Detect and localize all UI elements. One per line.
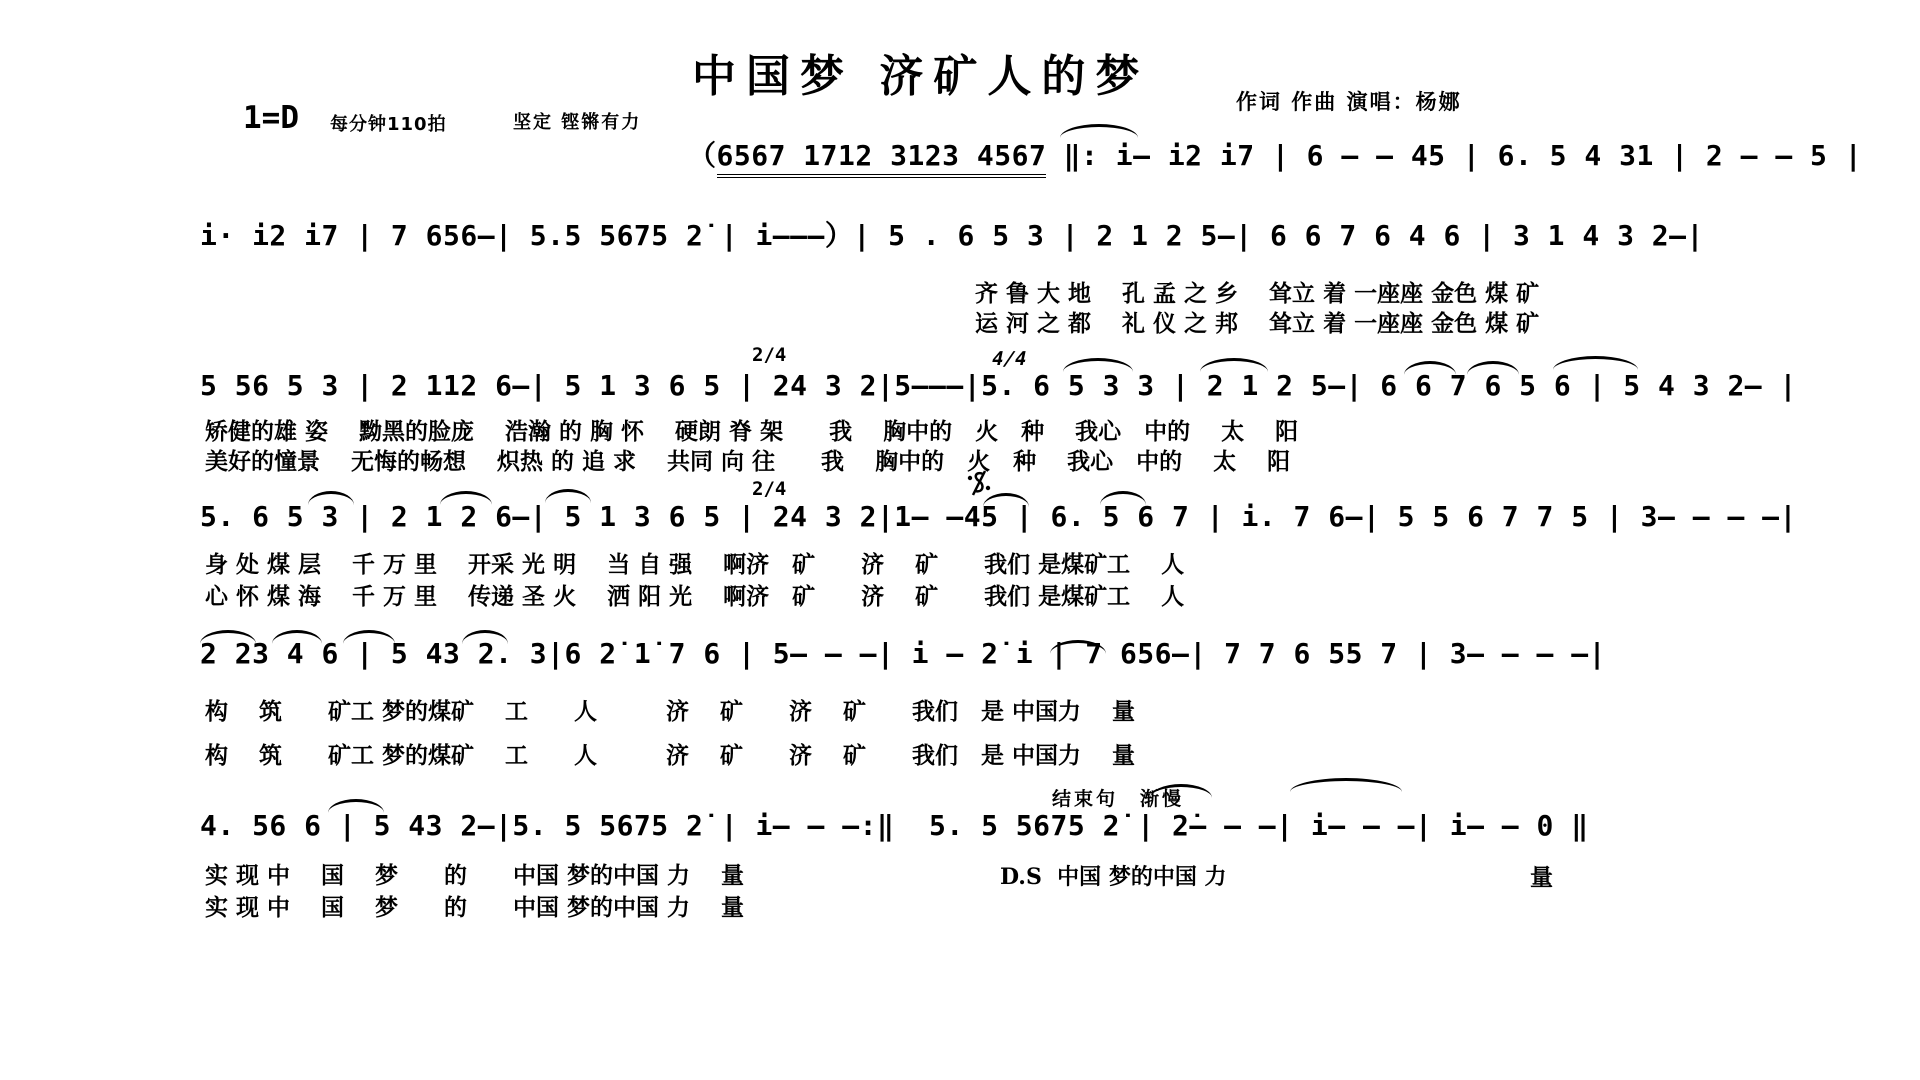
- music-system-4: 5. 6 5 3 | 2 1 2 6—| 5 1 3 6 5 | 24 3 2|1— —45 | 6. 5 6 7 | i. 7 6—| 5 5 6 7 7 5 | 3— — — —|: [200, 500, 1797, 533]
- slur-arc: [440, 491, 492, 505]
- slur-arc: [200, 630, 256, 644]
- slur-arc: [308, 491, 354, 505]
- slur-arc: [1100, 491, 1146, 505]
- slur-arc: [1060, 124, 1138, 138]
- time-signature-2-4-reprise: 2/4: [752, 478, 787, 500]
- slur-arc: [343, 630, 395, 644]
- slur-arc: [1404, 361, 1456, 375]
- music-system-3: 5 56 5 3 | 2 112 6—| 5 1 3 6 5 | 24 3 2|5———|5. 6 5 3 3 | 2 1 2 5—| 6 6 7 6 5 6 | 5 4 3 2— |: [200, 369, 1797, 402]
- music-system-1: [688, 139, 1863, 172]
- slur-arc: [545, 489, 591, 503]
- lyric-line-1b: 运 河 之 都 礼 仪 之 邦 耸立 着 一座座 金色 煤 矿: [975, 311, 1540, 337]
- slur-arc: [328, 799, 384, 813]
- tempo-marking: 每分钟110拍: [330, 114, 447, 135]
- lyric-line-2b: 美好的憧景 无悔的畅想 炽热 的 追 求 共同 向 往 我 胸中的 火 种 我心 中的 太 阳: [205, 449, 1291, 475]
- time-signature-2-4: 2/4: [752, 344, 787, 366]
- lyric-line-5b: 实 现 中 国 梦 的 中国 梦的中国 力 量: [205, 895, 745, 921]
- lyric-line-3a: 身 处 煤 层 千 万 里 开采 光 明 当 自 强 啊济 矿 济 矿 我们 是煤矿工 人: [205, 552, 1185, 578]
- slur-arc: [1200, 358, 1268, 372]
- intro-open-paren: （: [688, 139, 717, 172]
- slur-arc: [272, 630, 322, 644]
- music-system-2: i· i2 i7 | 7 656—| 5.5 5675 2̇ | i———）| 5 . 6 5 3 | 2 1 2 5—| 6 6 7 6 4 6 | 3 1 4 3 2—|: [200, 219, 1704, 252]
- expression-marking: 坚定 铿锵有力: [513, 112, 642, 133]
- slur-arc: [462, 630, 508, 644]
- credits-line: 作词 作曲 演唱：杨娜: [1236, 90, 1462, 114]
- lyric-line-3b: 心 怀 煤 海 千 万 里 传递 圣 火 洒 阳 光 啊济 矿 济 矿 我们 是煤矿工 人: [205, 584, 1185, 610]
- music-system-6: 4. 56 6 | 5 43 2—|5. 5 5675 2̇ | i— — —:‖ 5. 5 5675 2̇ | 2̇— — —| i— — —| i— — 0 ‖: [200, 809, 1589, 842]
- slur-arc: [1553, 356, 1638, 370]
- lyric-line-1a: 齐 鲁 大 地 孔 孟 之 乡 耸立 着 一座座 金色 煤 矿: [975, 281, 1540, 307]
- ds-lyric-tail: 量: [1530, 865, 1553, 891]
- slur-arc: [1063, 358, 1133, 372]
- intro-beamed-group: 6567 1712 3123 4567: [717, 139, 1047, 178]
- slur-arc: [1290, 778, 1402, 792]
- ending-section-label: 结束句 渐慢: [1052, 788, 1185, 810]
- lyric-line-5a: 实 现 中 国 梦 的 中国 梦的中国 力 量: [205, 863, 745, 889]
- slur-arc: [1467, 361, 1519, 375]
- music-system-5: 2 23 4 6 | 5 43 2. 3|6 2̇ 1̇ 7 6 | 5— — —| i — 2̇ i | 7 656—| 7 7 6 55 7 | 3— — — —|: [200, 637, 1606, 670]
- system-1-notes: ‖: i— i2 i7 | 6 — — 45 | 6. 5 4 31 | 2 — — 5 |: [1046, 139, 1863, 172]
- key-signature: 1=D: [243, 100, 299, 136]
- song-title: 中国梦 济矿人的梦: [692, 51, 1150, 102]
- lyric-line-2a: 矫健的雄 姿 黝黑的脸庞 浩瀚 的 胸 怀 硬朗 脊 架 我 胸中的 火 种 我心 中的 太 阳: [205, 419, 1299, 445]
- lyric-line-4a: 构 筑 矿工 梦的煤矿 工 人 济 矿 济 矿 我们 是 中国力 量: [205, 699, 1136, 725]
- ds-lyric-segment: D.S 中国 梦的中国 力: [1000, 864, 1227, 890]
- lyric-line-4b: 构 筑 矿工 梦的煤矿 工 人 济 矿 济 矿 我们 是 中国力 量: [205, 743, 1136, 769]
- time-signature-4-4: 4/4: [989, 348, 1029, 370]
